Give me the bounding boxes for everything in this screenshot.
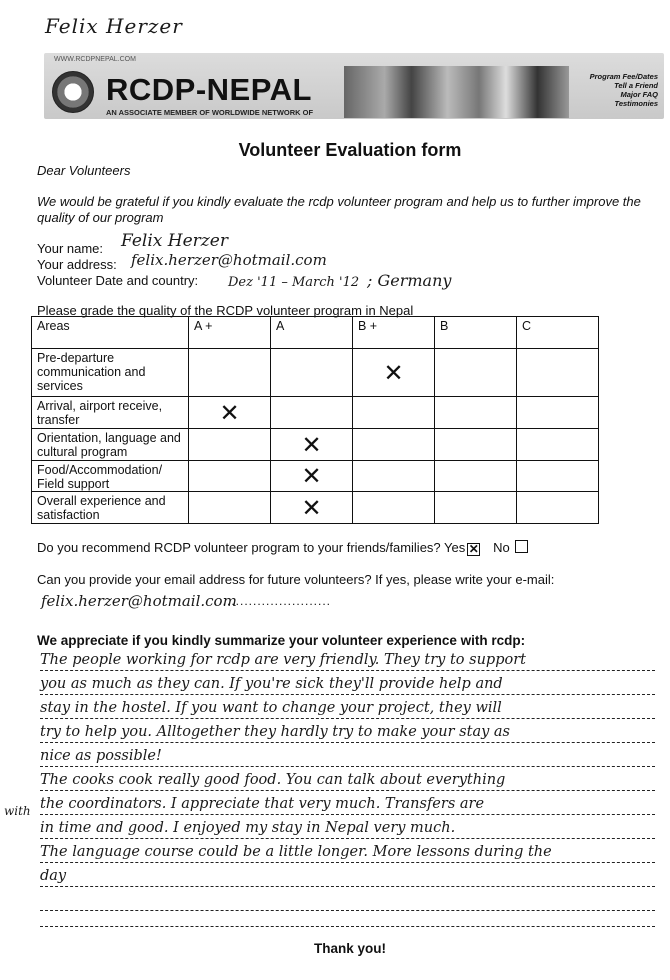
grade-cell[interactable] [435, 492, 517, 524]
ruled-line [40, 718, 655, 719]
ruled-line [40, 814, 655, 815]
country-field[interactable]: ; Germany [367, 271, 452, 290]
grade-cell[interactable] [435, 429, 517, 461]
grade-x-mark: ✕ [301, 430, 322, 459]
grade-cell[interactable] [353, 492, 435, 524]
ruled-line [40, 910, 655, 911]
banner-link-faq[interactable]: Major FAQ [620, 90, 658, 99]
recommend-yes-checkbox[interactable] [467, 543, 480, 556]
ruled-line [40, 742, 655, 743]
summary-line[interactable]: in time and good. I enjoyed my stay in Nepal very much. [40, 820, 456, 836]
margin-note: with [4, 804, 31, 818]
summary-line[interactable]: you as much as they can. If you're sick they'll provide help and [40, 676, 503, 692]
banner-link-tell-friend[interactable]: Tell a Friend [614, 81, 658, 90]
recommend-question: Do you recommend RCDP volunteer program to your friends/families? [37, 540, 441, 555]
grade-area-label: Arrival, airport receive, transfer [32, 397, 189, 429]
ruled-line [40, 886, 655, 887]
grade-cell[interactable] [189, 429, 271, 461]
ruled-line [40, 670, 655, 671]
banner-link-fee[interactable]: Program Fee/Dates [589, 72, 658, 81]
grade-cell[interactable] [517, 461, 599, 492]
summary-line[interactable]: day [40, 868, 67, 884]
thank-you: Thank you! [313, 941, 386, 956]
dates-label: Volunteer Date and country: [37, 273, 199, 288]
name-field[interactable]: Felix Herzer [121, 231, 228, 251]
dates-field[interactable]: Dez '11 – March '12 [228, 275, 360, 290]
handwritten-name: Felix Herzer [45, 14, 183, 38]
header-areas: Areas [32, 317, 189, 349]
grade-area-label: Orientation, language and cultural program [32, 429, 189, 461]
banner-links [568, 72, 658, 108]
recommend-no-checkbox[interactable] [515, 540, 528, 553]
greeting: Dear Volunteers [37, 163, 131, 178]
grade-cell[interactable] [435, 461, 517, 492]
header-a: A [271, 317, 353, 349]
summary-line[interactable]: try to help you. Alltogether they hardly try to make your stay as [40, 724, 510, 740]
intro-text: We would be grateful if you kindly evaluate the rcdp volunteer program and help us to further improve the quality of our program [37, 194, 641, 225]
header-b-plus: B + [353, 317, 435, 349]
address-label: Your address: [37, 257, 117, 272]
name-label: Your name: [37, 241, 104, 256]
header-b: B [435, 317, 517, 349]
grade-cell[interactable] [517, 492, 599, 524]
grade-x-mark: ✕ [219, 398, 240, 427]
grade-area-label: Food/Accommodation/ Field support [32, 461, 189, 492]
email-question: Can you provide your email address for future volunteers? If yes, please write your e-mail: [37, 572, 555, 587]
grade-prompt: Please grade the quality of the RCDP volunteer program in Nepal [37, 303, 414, 318]
grade-x-mark: ✕ [383, 358, 404, 387]
grade-cell[interactable] [517, 397, 599, 429]
grade-cell[interactable] [189, 461, 271, 492]
grade-cell[interactable] [353, 349, 435, 397]
grade-table [31, 316, 599, 524]
recommend-yes-label: Yes [444, 540, 466, 555]
summary-line[interactable]: The language course could be a little longer. More lessons during the [40, 844, 552, 860]
summary-prompt: We appreciate if you kindly summarize your volunteer experience with rcdp: [37, 633, 526, 648]
grade-cell[interactable] [435, 349, 517, 397]
rcdp-banner [44, 53, 664, 119]
grade-cell[interactable] [271, 461, 353, 492]
grade-area-label: Pre-departure communication and services [32, 349, 189, 397]
header-a-plus: A + [189, 317, 271, 349]
grade-row [32, 492, 599, 524]
ruled-line [40, 926, 655, 927]
banner-subtitle: AN ASSOCIATE MEMBER OF WORLDWIDE NETWORK OF [106, 108, 314, 117]
grade-cell[interactable] [435, 397, 517, 429]
grade-row [32, 349, 599, 397]
grade-row [32, 429, 599, 461]
summary-line[interactable]: The cooks cook really good food. You can talk about everything [40, 772, 506, 788]
summary-line[interactable]: The people working for rcdp are very friendly. They try to support [40, 652, 526, 668]
grade-cell[interactable] [271, 349, 353, 397]
grade-cell[interactable] [353, 429, 435, 461]
recommend-yes-mark: ✕ [468, 542, 479, 556]
grade-cell[interactable] [189, 397, 271, 429]
grade-cell[interactable] [271, 492, 353, 524]
banner-title: RCDP-NEPAL [106, 72, 312, 107]
summary-line[interactable]: the coordinators. I appreciate that very much. Transfers are [40, 796, 485, 812]
grade-cell[interactable] [517, 349, 599, 397]
grade-row [32, 397, 599, 429]
ruled-line [40, 838, 655, 839]
grade-cell[interactable] [517, 429, 599, 461]
summary-line[interactable]: stay in the hostel. If you want to change your project, they will [40, 700, 502, 716]
form-title: Volunteer Evaluation form [238, 140, 462, 160]
banner-url: WWW.RCDPNEPAL.COM [54, 56, 136, 63]
banner-photo-strip [344, 66, 569, 118]
recommend-no-label: No [493, 540, 510, 555]
header-c: C [517, 317, 599, 349]
ruled-line [40, 694, 655, 695]
ruled-line [40, 862, 655, 863]
grade-x-mark: ✕ [301, 493, 322, 522]
grade-cell[interactable] [189, 492, 271, 524]
grade-row [32, 461, 599, 492]
grade-area-label: Overall experience and satisfaction [32, 492, 189, 524]
recommend-question-row [37, 540, 530, 556]
email-dotted-line: ........................... [214, 594, 332, 608]
grade-cell[interactable] [189, 349, 271, 397]
grade-header-row [32, 317, 599, 349]
grade-cell[interactable] [271, 429, 353, 461]
grade-cell[interactable] [271, 397, 353, 429]
summary-line[interactable]: nice as possible! [40, 748, 162, 764]
grade-x-mark: ✕ [301, 462, 322, 490]
grade-cell[interactable] [353, 461, 435, 492]
address-field[interactable]: felix.herzer@hotmail.com [131, 251, 327, 269]
ruled-line [40, 766, 655, 767]
banner-link-testimonies[interactable]: Testimonies [614, 99, 658, 108]
ruled-line [40, 790, 655, 791]
grade-cell[interactable] [353, 397, 435, 429]
email-field[interactable]: felix.herzer@hotmail.com [41, 592, 237, 610]
rcdp-logo-icon [52, 71, 94, 113]
